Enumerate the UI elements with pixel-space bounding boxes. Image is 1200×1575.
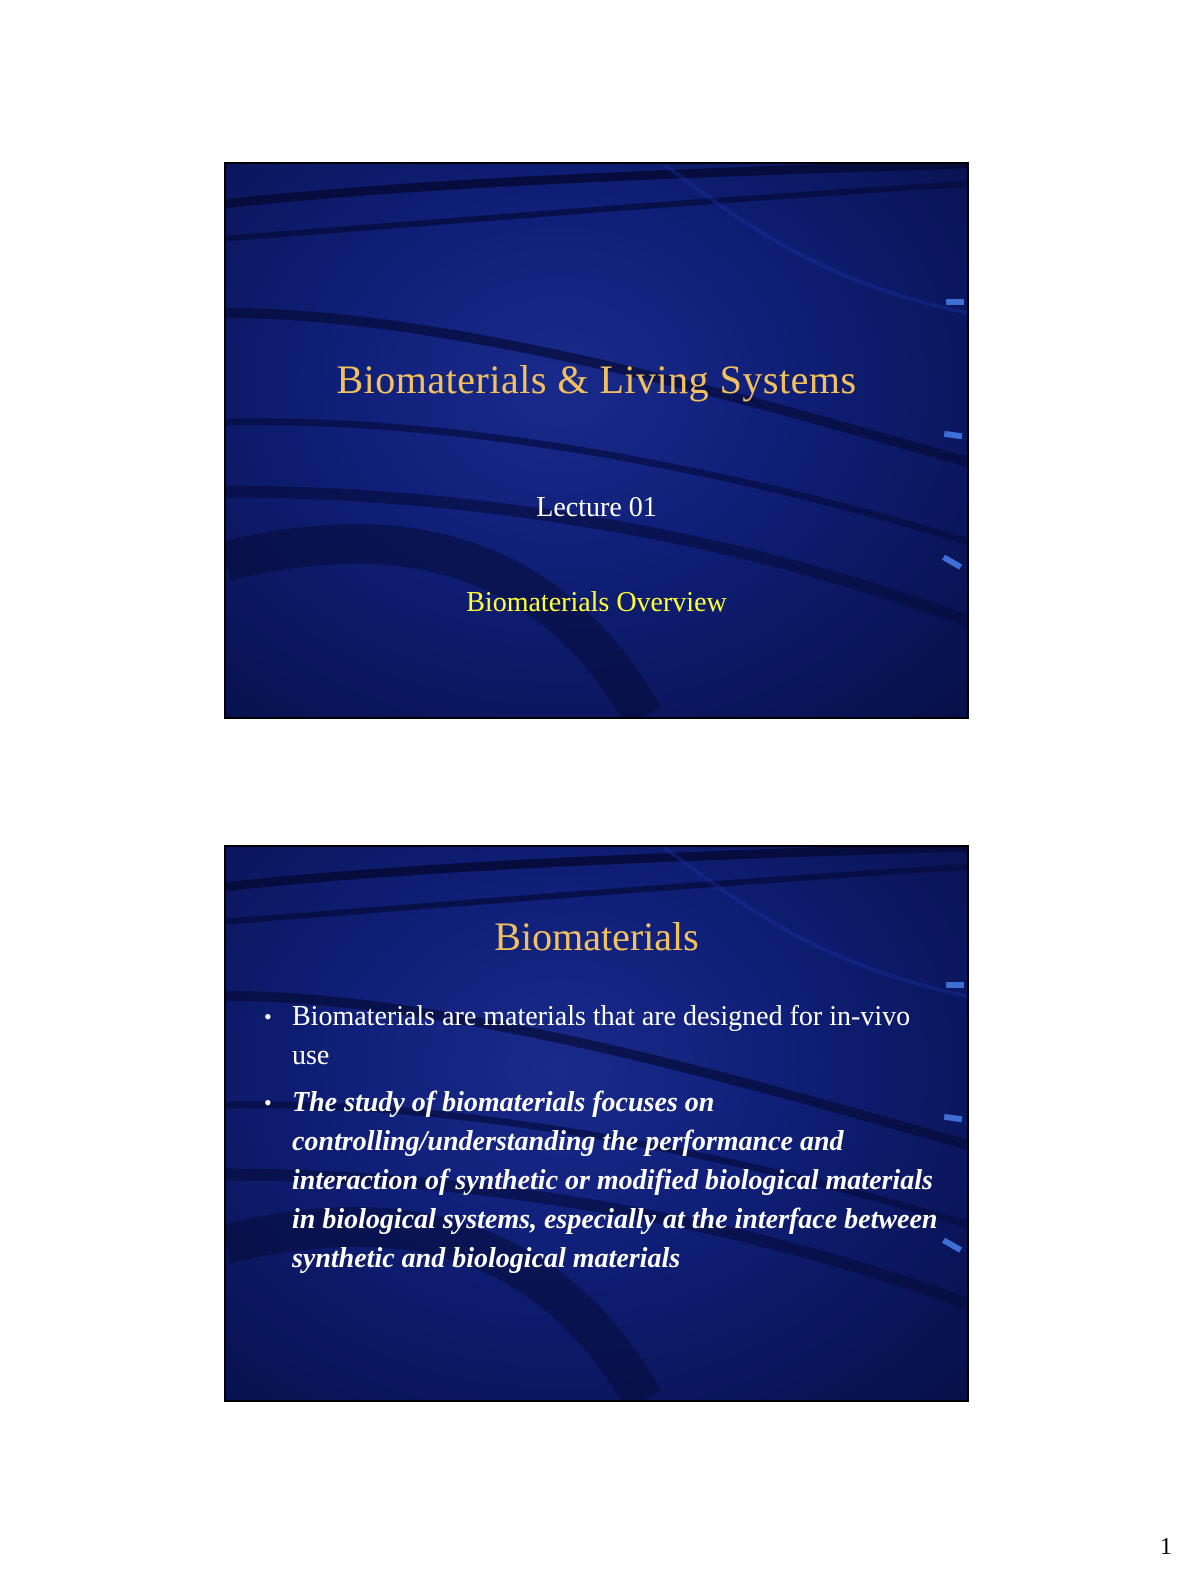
page-number: 1 xyxy=(1160,1534,1172,1560)
accent-mark-1 xyxy=(946,299,964,305)
content-slide xyxy=(224,845,969,1402)
bullet-item xyxy=(264,997,944,1075)
accent-mark-2 xyxy=(944,1114,963,1122)
slide-title: Biomaterials & Living Systems xyxy=(336,357,857,402)
accent-mark-2 xyxy=(944,431,963,439)
bullet-text: Biomaterials are materials that are designed for in-vivo use xyxy=(292,1001,911,1071)
slide-title: Biomaterials xyxy=(494,914,699,959)
accent-mark-3 xyxy=(942,1238,962,1253)
slide-background-swooshes xyxy=(226,164,967,717)
title-slide xyxy=(224,162,969,719)
accent-mark-1 xyxy=(946,982,964,988)
accent-mark-3 xyxy=(942,555,962,570)
bullet-icon: • xyxy=(264,1004,272,1029)
bullet-icon: • xyxy=(264,1090,272,1115)
bullet-text-emphasized: The study of biomaterials focuses on controlling/understanding the performance and interaction of synthetic or modified biological materials in biological systems, especially at the interface between synthetic and biological materials xyxy=(292,1087,938,1274)
lecture-number: Lecture 01 xyxy=(536,492,657,523)
bullet-list xyxy=(264,997,944,1286)
slide-subtitle: Biomaterials Overview xyxy=(466,587,727,618)
bullet-item xyxy=(264,1083,944,1278)
